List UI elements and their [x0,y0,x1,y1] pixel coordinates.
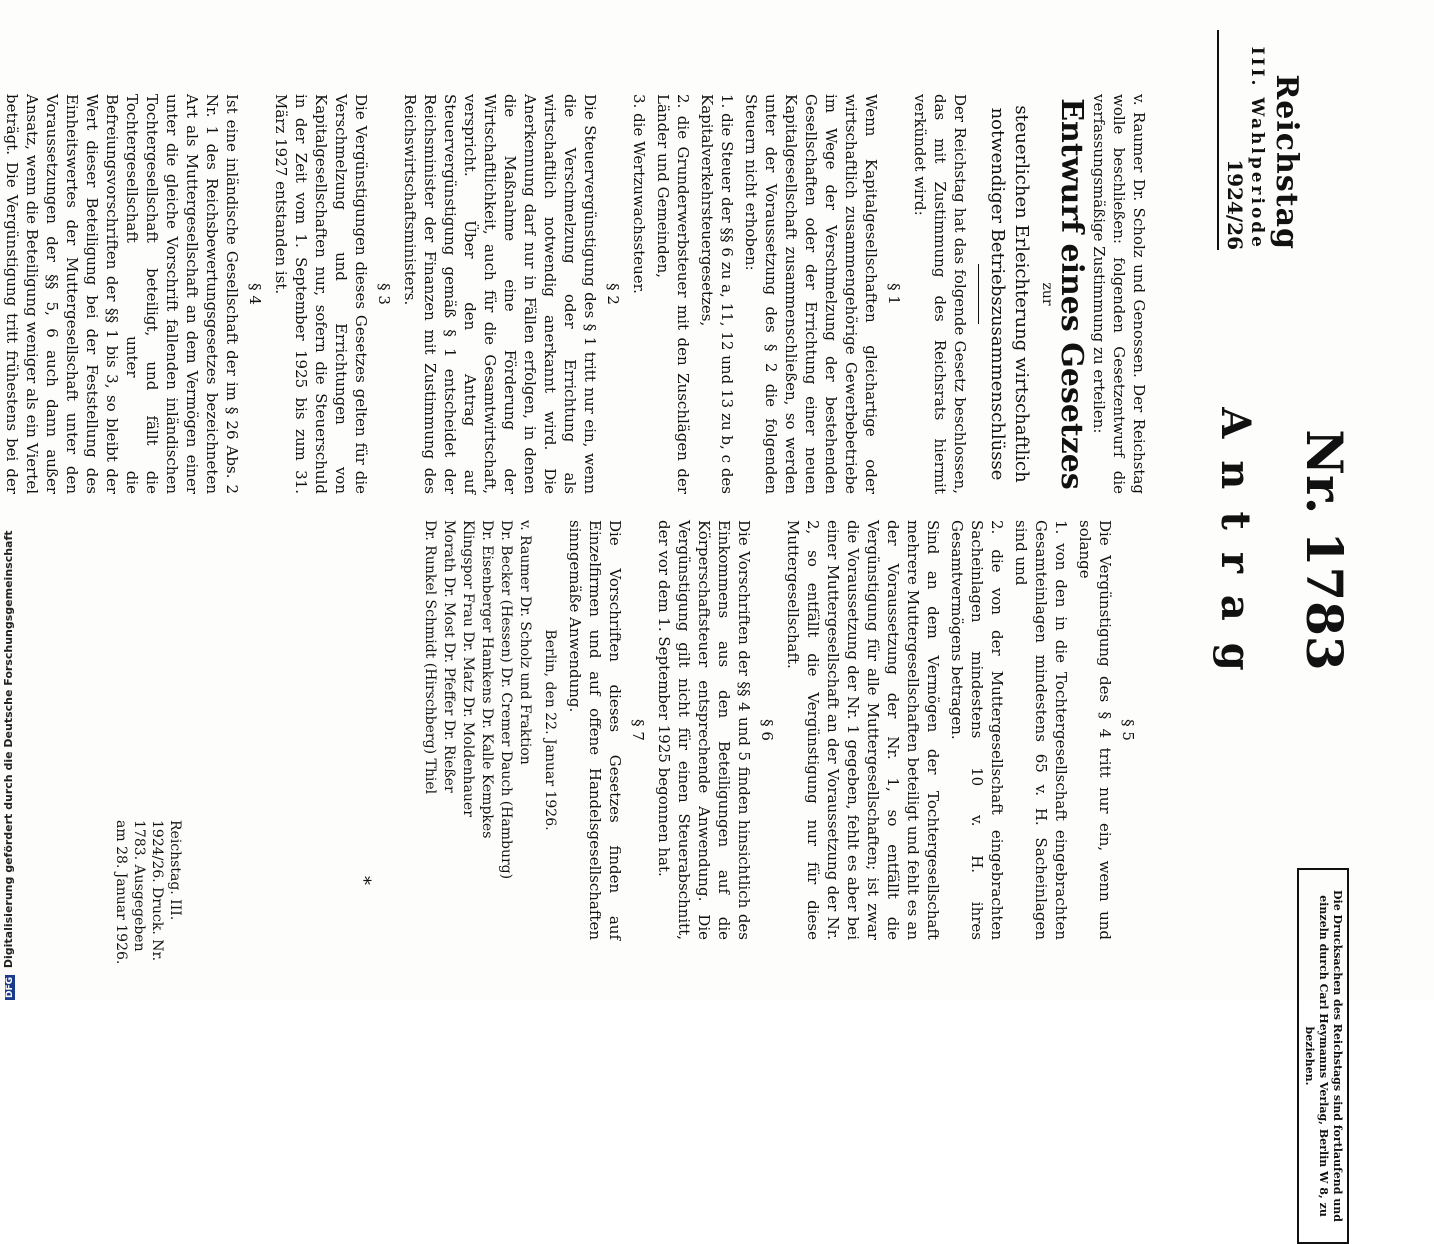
draft-subtitle: steuerlichen Erleichterung wirtschaftlich notwendiger Betriebszusammenschlüsse [987,105,1032,483]
section-3-number: § 3 [375,283,393,305]
section-5-after: Sind an dem Vermögen der Tochtergesellschaft mehrere Muttergesellschaften beteiligt und fehlt es an der Voraussetzung der Nr. 1, so entfällt die Vergünstigung für alle Muttergesellschaften; ist zwar die Voraussetzung der Nr. 1 gegeben, fehlt es aber bei einer Muttergesellschaft an der Voraussetzung der Nr. 2, so entfällt die Vergünstigung nur für diese Muttergesellschaft. [784,520,942,940]
section-7-number: § 7 [629,719,647,741]
document-number: Nr. 1783 [1295,429,1354,671]
left-column [0,94,1149,494]
divider [978,264,979,324]
section-2-text: Die Steuervergünstigung des § 1 tritt nur ein, wenn die Verschmelzung oder Errichtung als wirtschaftlich notwendig anerkannt wird. Die Anerkennung darf nur in Fällen erfolgen, in denen die Maßnahme eine Förderung der Wirtschaftlichkeit, auch für die Gesamtwirtschaft, verspricht. Über den Antrag auf Steuervergünstigung gemäß § 1 entscheidet der Reichsminister der Finanzen mit Zustimmung des Reichswirtschaftsministers. [401,94,599,494]
section-4-text: Ist eine inländische Gesellschaft der im § 26 Abs. 2 Nr. 1 des Reichsbewertungsgesetzes bezeichneten Art als Muttergesellschaft an dem Vermögen einer unter die gleiche Vorschrift fallenden inländischen Tochtergesellschaft beteiligt, und fällt die Tochtergesellschaft unter die Befreiungsvorschriften der §§ 1 bis 3, so bleibt der Wert dieser Beteiligung bei der Feststellung des Einheitswertes der Muttergesellschaft unter den Voraussetzungen der §§ 5, 6 auch dann außer Ansatz, wenn die Beteiligung weniger als ein Viertel beträgt. Die Vergünstigung tritt frühestens bei der [3,94,241,494]
period-years: 1924/26 [1217,30,1247,250]
signatory-line: v. Raumer Dr. Scholz und Fraktion [517,520,533,765]
signatory-line: Dr. Runkel Schmidt (Hirschberg) Thiel [422,520,438,795]
section-5-number: § 5 [1119,719,1137,741]
signatory-line: Dr. Becker (Hessen) Dr. Cremer Dauch (Hamburg) [498,520,514,880]
signatory-line: Dr. Eisenberger Hamkens Dr. Kalle Kempkes [479,520,495,839]
section-1-text: Wenn Kapitalgesellschaften gleichartige oder wirtschaftlich zusammengehörige Gewerbebetriebe im Wege der Verschmelzung der bestehenden Gesellschaften oder der Errichtung einer neuen Kapitalgesellschaft zusammenschließen, so werden unter der Voraussetzung des § 2 die folgenden Steuern nicht erhoben: [742,94,880,494]
asterisk: * [353,876,374,885]
print-footer [112,820,184,970]
section-1-number: § 1 [885,283,903,305]
signature-block [420,520,559,940]
publisher-notice: Die Drucksachen des Reichstags sind fortlaufend und einzeln durch Carl Heymanns Verlag, Berlin W 8, zu beziehen. [1297,868,1349,1244]
signatory-line: Klingspor Frau Dr. Matz Dr. Moldenhauer [460,520,476,817]
section-7-text: Die Vorschriften dieses Gesetzes finden auf Einzelfirmen und auf offene Handelsgesellschaften sinngemäße Anwendung. [566,520,624,940]
dfg-logo: DFG [5,976,15,998]
section-6-text: Die Vorschriften der §§ 4 und 5 finden hinsichtlich des Einkommens aus den Beteiligungen auf die Körperschaftsteuer entsprechende Anwendung. Die Vergünstigung gilt nicht für einen Steuerabschnitt, der vor dem 1. September 1925 begonnen hat. [655,520,753,940]
preamble: Der Reichstag hat das folgende Gesetz beschlossen, das mit Zustimmung des Reichsrats hiermit verkündet wird: [911,94,969,494]
intro-text: v. Raumer Dr. Scholz und Genossen. Der Reichstag wolle beschließen: folgenden Gesetzentwurf die verfassungsmäßige Zustimmung zu erteilen: [1090,94,1148,494]
print-footer-text: Reichstag. III. 1924/26. Druck. Nr. 1783. Ausgegeben am 28. Januar 1926. [113,820,183,965]
parliament-name: Reichstag [1269,74,1304,250]
section-1-item: 1. die Steuer der §§ 6 zu a, 11, 12 und 13 zu b, c des Kapitalverkehrsteuergesetzes, [698,94,736,494]
masthead [1217,30,1304,250]
section-6-number: § 6 [758,719,776,741]
section-1-item: 3. die Wertzuwachssteuer. [630,94,648,294]
section-5-text: Die Vergünstigung des § 4 tritt nur ein, wenn und solange [1076,520,1114,940]
section-4-number: § 4 [246,283,264,305]
credit-text: Digitalisierung gefördert durch die Deutsche Forschungsgemeinschaft [2,530,15,969]
draft-zur: zur [1039,282,1055,306]
digitization-credit [2,530,16,1000]
section-2-number: § 2 [604,283,622,305]
section-5-item: 2. die von der Muttergesellschaft eingebrachten Sacheinlagen mindestens 10 v. H. ihres Gesamtvermögens betragen. [948,520,1006,940]
right-column [420,520,1144,940]
signatory-line: Morath Dr. Most Dr. Pfeffer Dr. Rießer [441,520,457,793]
period: III. Wahlperiode [1247,46,1267,250]
section-1-item: 2. die Grunderwerbsteuer mit den Zuschlägen der Länder und Gemeinden, [654,94,692,494]
draft-title: Entwurf eines Gesetzes [1054,98,1089,490]
section-3-text: Die Vergünstigungen dieses Gesetzes gelten für die Verschmelzung und Errichtungen von Kapitalgesellschaften nur, sofern die Steuerschuld in der Zeit vom 1. September 1925 bis zum 31. März 1927 entstanden ist. [272,94,370,494]
signature-date: Berlin, den 22. Januar 1926. [542,629,558,831]
document-type: Antrag [1212,407,1259,693]
section-5-item: 1. von den in die Tochtergesellschaft eingebrachten Gesamteinlagen mindestens 65 v. H. Sacheinlagen sind und [1012,520,1070,940]
